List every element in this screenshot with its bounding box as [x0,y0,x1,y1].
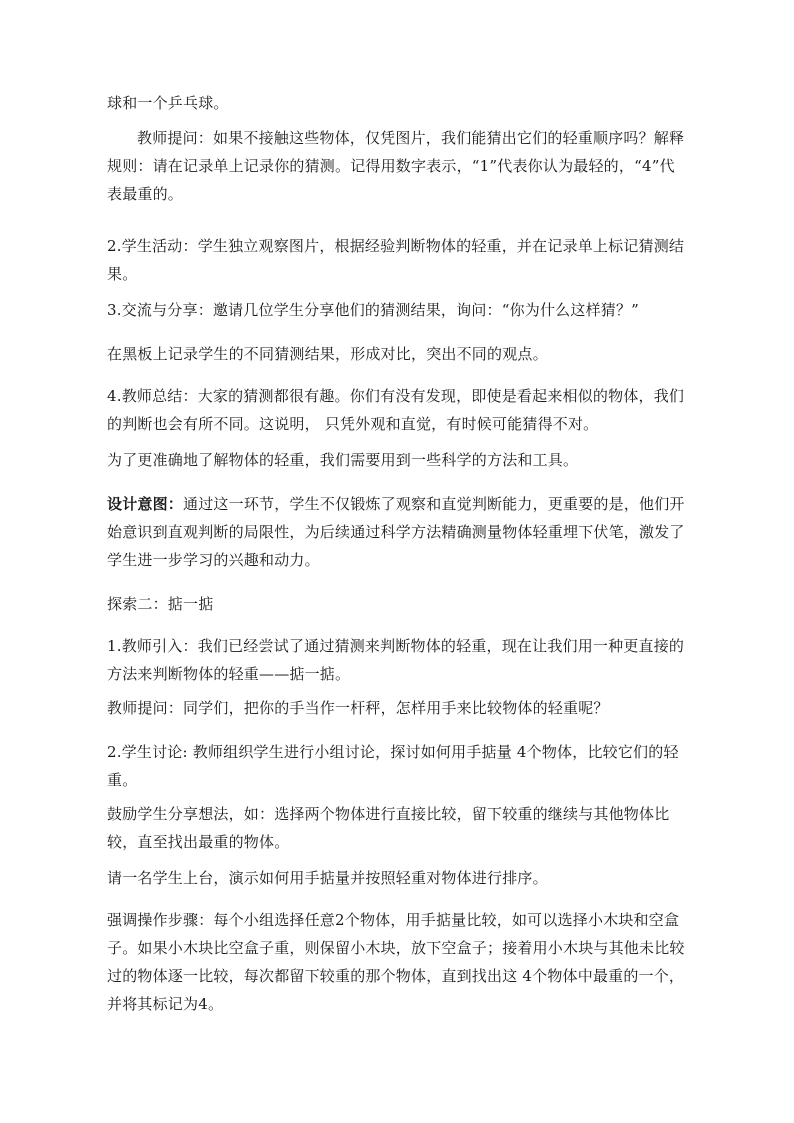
paragraph-6: 4.教师总结：大家的猜测都很有趣。你们有没有发现，即使是看起来相似的物体，我们的判断也会有所不同。这说明， 只凭外观和直觉，有时候可能猜得不对。 [107,387,685,433]
paragraph-12: 鼓励学生分享想法，如：选择两个物体进行直接比较，留下较重的继续与其他物体比较，直至找出最重的物体。 [107,805,670,851]
paragraph-5: 在黑板上记录学生的不同猜测结果，形成对比，突出不同的观点。 [107,345,548,363]
paragraph-2: 教师提问：如果不接触这些物体，仅凭图片，我们能猜出它们的轻重顺序吗？解释规则：请在记录单上记录你的猜测。记得用数字表示，“1”代表你认为最轻的，“4”代表最重的。 [107,129,685,203]
design-intent-label: 设计意图： [107,495,184,513]
paragraph-10: 教师提问：同学们，把你的手当作一杆秤，怎样用手来比较物体的轻重呢？ [107,699,609,717]
paragraph-13: 请一名学生上台，演示如何用手掂量并按照轻重对物体进行排序。 [107,869,548,887]
section-heading-explore-2: 探索二：掂一掂 [107,595,214,613]
paragraph-3: 2.学生活动：学生独立观察图片，根据经验判断物体的轻重，并在记录单上标记猜测结果。 [107,237,685,283]
design-intent-paragraph [107,490,687,574]
paragraph-4: 3.交流与分享：邀请几位学生分享他们的猜测结果，询问：“你为什么这样猜？” [107,301,640,319]
design-intent-text: 通过这一环节，学生不仅锻炼了观察和直觉判断能力，更重要的是，他们开始意识到直观判断的局限性，为后续通过科学方法精确测量物体轻重埋下伏笔，激发了学生进一步学习的兴趣和动力。 [107,495,685,569]
paragraph-1: 球和一个乒乓球。 [107,94,229,112]
paragraph-14: 强调操作步骤：每个小组选择任意2个物体，用手掂量比较，如可以选择小木块和空盒子。如果小木块比空盒子重，则保留小木块，放下空盒子；接着用小木块与其他未比较过的物体逐一比较，每次都留下较重的那个物体，直到找出这 4个物体中最重的一个，并将其标记为4。 [107,911,685,1013]
paragraph-9: 1.教师引入：我们已经尝试了通过猜测来判断物体的轻重，现在让我们用一种更直接的方法来判断物体的轻重——掂一掂。 [107,637,685,683]
paragraph-7: 为了更准确地了解物体的轻重，我们需要用到一些科学的方法和工具。 [107,451,579,469]
paragraph-11: 2.学生讨论: 教师组织学生进行小组讨论，探讨如何用手掂量 4个物体，比较它们的轻重。 [107,743,679,789]
